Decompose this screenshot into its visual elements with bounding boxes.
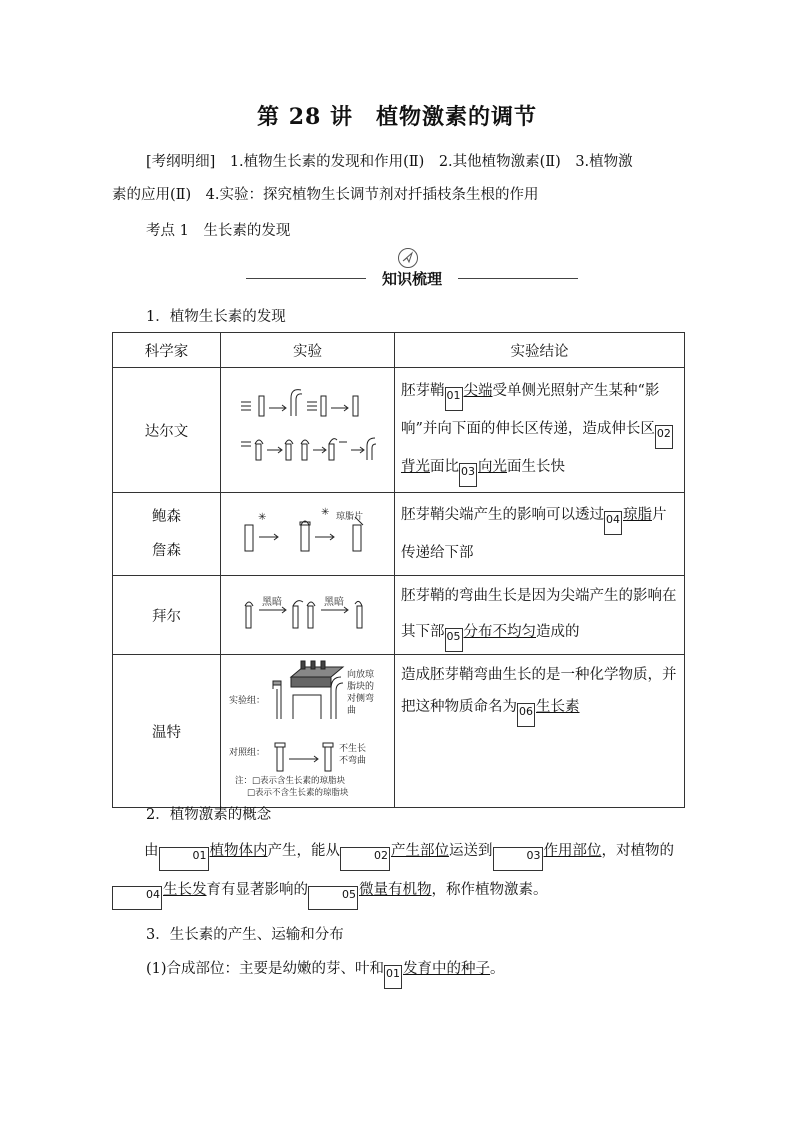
conclusion-cell: 胚芽鞘的弯曲生长是因为尖端产生的影响在其下部 05 分布不均匀造成的 <box>395 576 685 655</box>
answer-badge: 05 <box>308 886 358 910</box>
answer-badge: 03 <box>493 847 543 871</box>
agar-label: 琼脂片 <box>336 512 364 522</box>
scientist-cell: 达尔文 <box>113 368 221 493</box>
answer-badge: 04 <box>604 511 622 535</box>
answer-text: 微量有机物 <box>359 882 432 898</box>
kaodian-title: 考点 1 生长素的发现 <box>146 223 291 239</box>
section-3-item-1: (1)合成部位：主要是幼嫩的芽、叶和 01 发育中的种子。 <box>146 957 505 989</box>
answer-badge: 01 <box>159 847 209 871</box>
header-experiment: 实验 <box>221 333 395 368</box>
experiment-figure <box>221 493 395 576</box>
svg-text:不生长: 不生长 <box>339 744 367 754</box>
answer-text: 琼脂 <box>623 507 652 523</box>
darwin-figure <box>221 368 394 488</box>
svg-text:脂块的: 脂块的 <box>347 682 375 692</box>
syllabus-line-1: [考纲明细] 1.植物生长素的发现和作用(Ⅱ) 2.其他植物激素(Ⅱ) 3.植物激 <box>146 154 633 170</box>
answer-text: 植物体内 <box>209 843 268 859</box>
went-figure <box>221 655 394 803</box>
scientist-cell: 温特 <box>113 655 221 808</box>
answer-badge: 05 <box>445 628 463 652</box>
table-row <box>113 368 685 493</box>
table-row <box>113 493 685 576</box>
answer-badge: 06 <box>517 703 535 727</box>
svg-text:不弯曲: 不弯曲 <box>339 756 367 766</box>
svg-text:✳: ✳ <box>258 512 267 523</box>
answer-text: 向光 <box>478 459 507 475</box>
paper-plane-icon <box>398 248 418 268</box>
table-row <box>113 655 685 808</box>
section-3-title: 3．生长素的产生、运输和分布 <box>146 927 344 943</box>
section-2-title: 2．植物激素的概念 <box>146 807 272 823</box>
rule-right <box>458 278 578 279</box>
paal-figure <box>221 576 394 650</box>
experiment-figure <box>221 368 395 493</box>
dark-label-2: 黑暗 <box>324 597 344 608</box>
answer-badge: 01 <box>445 387 463 411</box>
answer-text: 生长发 <box>163 882 207 898</box>
note-line-2: □表示不含生长素的琼脂块 <box>247 788 349 798</box>
answer-text: 作用部位 <box>543 843 602 859</box>
discovery-table <box>112 332 685 808</box>
table-row <box>113 576 685 655</box>
svg-text:向放琼: 向放琼 <box>347 670 375 680</box>
page-title: 第 28 讲 植物激素的调节 <box>257 104 537 130</box>
answer-text: 发育中的种子 <box>403 961 491 977</box>
section-1-title: 1．植物生长素的发现 <box>146 309 286 325</box>
section-header-label: 知识梳理 <box>381 270 442 288</box>
conclusion-cell: 造成胚芽鞘弯曲生长的是一种化学物质，并把这种物质命名为 06 生长素 <box>395 655 685 808</box>
experiment-figure <box>221 655 395 808</box>
section-header <box>246 248 578 292</box>
header-conclusion: 实验结论 <box>395 333 685 368</box>
svg-text:曲: 曲 <box>347 706 357 716</box>
svg-text:✳: ✳ <box>321 507 330 518</box>
answer-text: 尖端 <box>463 383 493 399</box>
boysen-jensen-figure <box>221 493 394 571</box>
exp-group-label: 实验组： <box>229 696 266 706</box>
scientist-cell: 鲍森 詹森 <box>113 493 221 576</box>
note-line-1: 注：□表示含生长素的琼脂块 <box>235 776 346 786</box>
experiment-figure <box>221 576 395 655</box>
dark-label-1: 黑暗 <box>262 597 282 608</box>
answer-text: 产生部位 <box>391 843 449 859</box>
svg-text:对侧弯: 对侧弯 <box>347 694 375 704</box>
ctrl-group-label: 对照组： <box>229 748 266 758</box>
answer-badge: 02 <box>340 847 390 871</box>
conclusion-cell: 胚芽鞘尖端产生的影响可以透过 04 琼脂片传递给下部 <box>395 493 685 576</box>
answer-badge: 04 <box>112 886 162 910</box>
header-scientist: 科学家 <box>113 333 221 368</box>
table-header-row <box>113 333 685 368</box>
answer-text: 背光 <box>401 459 430 475</box>
conclusion-cell: 胚芽鞘 01 尖端受单侧光照射产生某种“影响”并向下面的伸长区传递，造成伸长区 02背光面比 03 向光面生长快 <box>395 368 685 493</box>
syllabus-line-2: 素的应用(Ⅱ) 4.实验：探究植物生长调节剂对扦插枝条生根的作用 <box>112 187 539 203</box>
scientist-cell: 拜尔 <box>113 576 221 655</box>
rule-left <box>246 278 366 279</box>
answer-badge: 02 <box>655 425 673 449</box>
answer-text: 生长素 <box>536 699 580 715</box>
answer-badge: 03 <box>459 463 477 487</box>
answer-badge: 01 <box>384 965 402 989</box>
section-2-paragraph: 由 01 植物体内产生，能从 02 产生部位运送到 03 作用部位，对植物的04 生长发育有显著影响的 05 微量有机物，称作植物激素。 <box>112 832 684 910</box>
answer-text: 分布不均匀 <box>463 624 536 640</box>
